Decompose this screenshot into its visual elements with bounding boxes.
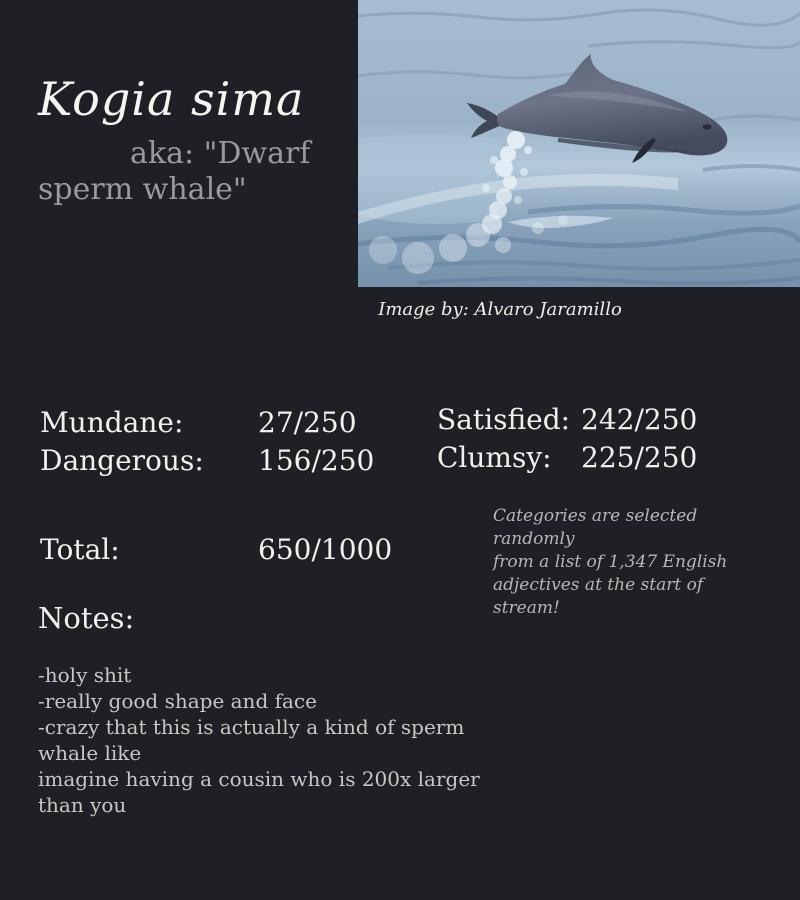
category-note [493, 505, 743, 620]
note-line: -holy shit [38, 663, 132, 687]
stat-label-satisfied: Satisfied: [437, 403, 571, 436]
category-note-line: adjectives at the start of stream! [493, 575, 704, 618]
stat-value-clumsy: 225/250 [581, 441, 698, 474]
stat-label-dangerous: Dangerous: [40, 444, 204, 477]
notes-list [38, 662, 528, 818]
category-note-line: Categories are selected randomly [493, 506, 698, 549]
stat-label-clumsy: Clumsy: [437, 441, 552, 474]
stat-label-mundane: Mundane: [40, 406, 184, 439]
category-note-line: from a list of 1,347 English [493, 552, 728, 572]
stat-value-total: 650/1000 [258, 533, 393, 566]
note-line: imagine having a cousin who is 200x larger than you [38, 767, 480, 817]
image-credit: Image by: Alvaro Jaramillo [378, 299, 622, 320]
notes-heading: Notes: [38, 601, 135, 635]
whale-photo [358, 0, 800, 287]
stat-label-total: Total: [40, 533, 120, 566]
page-subtitle: aka: "Dwarf sperm whale" [38, 136, 311, 207]
page-title: Kogia sima [38, 72, 305, 126]
note-line: -crazy that this is actually a kind of sperm whale like [38, 715, 465, 765]
stat-value-mundane: 27/250 [258, 406, 357, 439]
stat-value-dangerous: 156/250 [258, 444, 375, 477]
whale-photo-illustration [358, 0, 800, 287]
note-line: -really good shape and face [38, 689, 317, 713]
stat-value-satisfied: 242/250 [581, 403, 698, 436]
